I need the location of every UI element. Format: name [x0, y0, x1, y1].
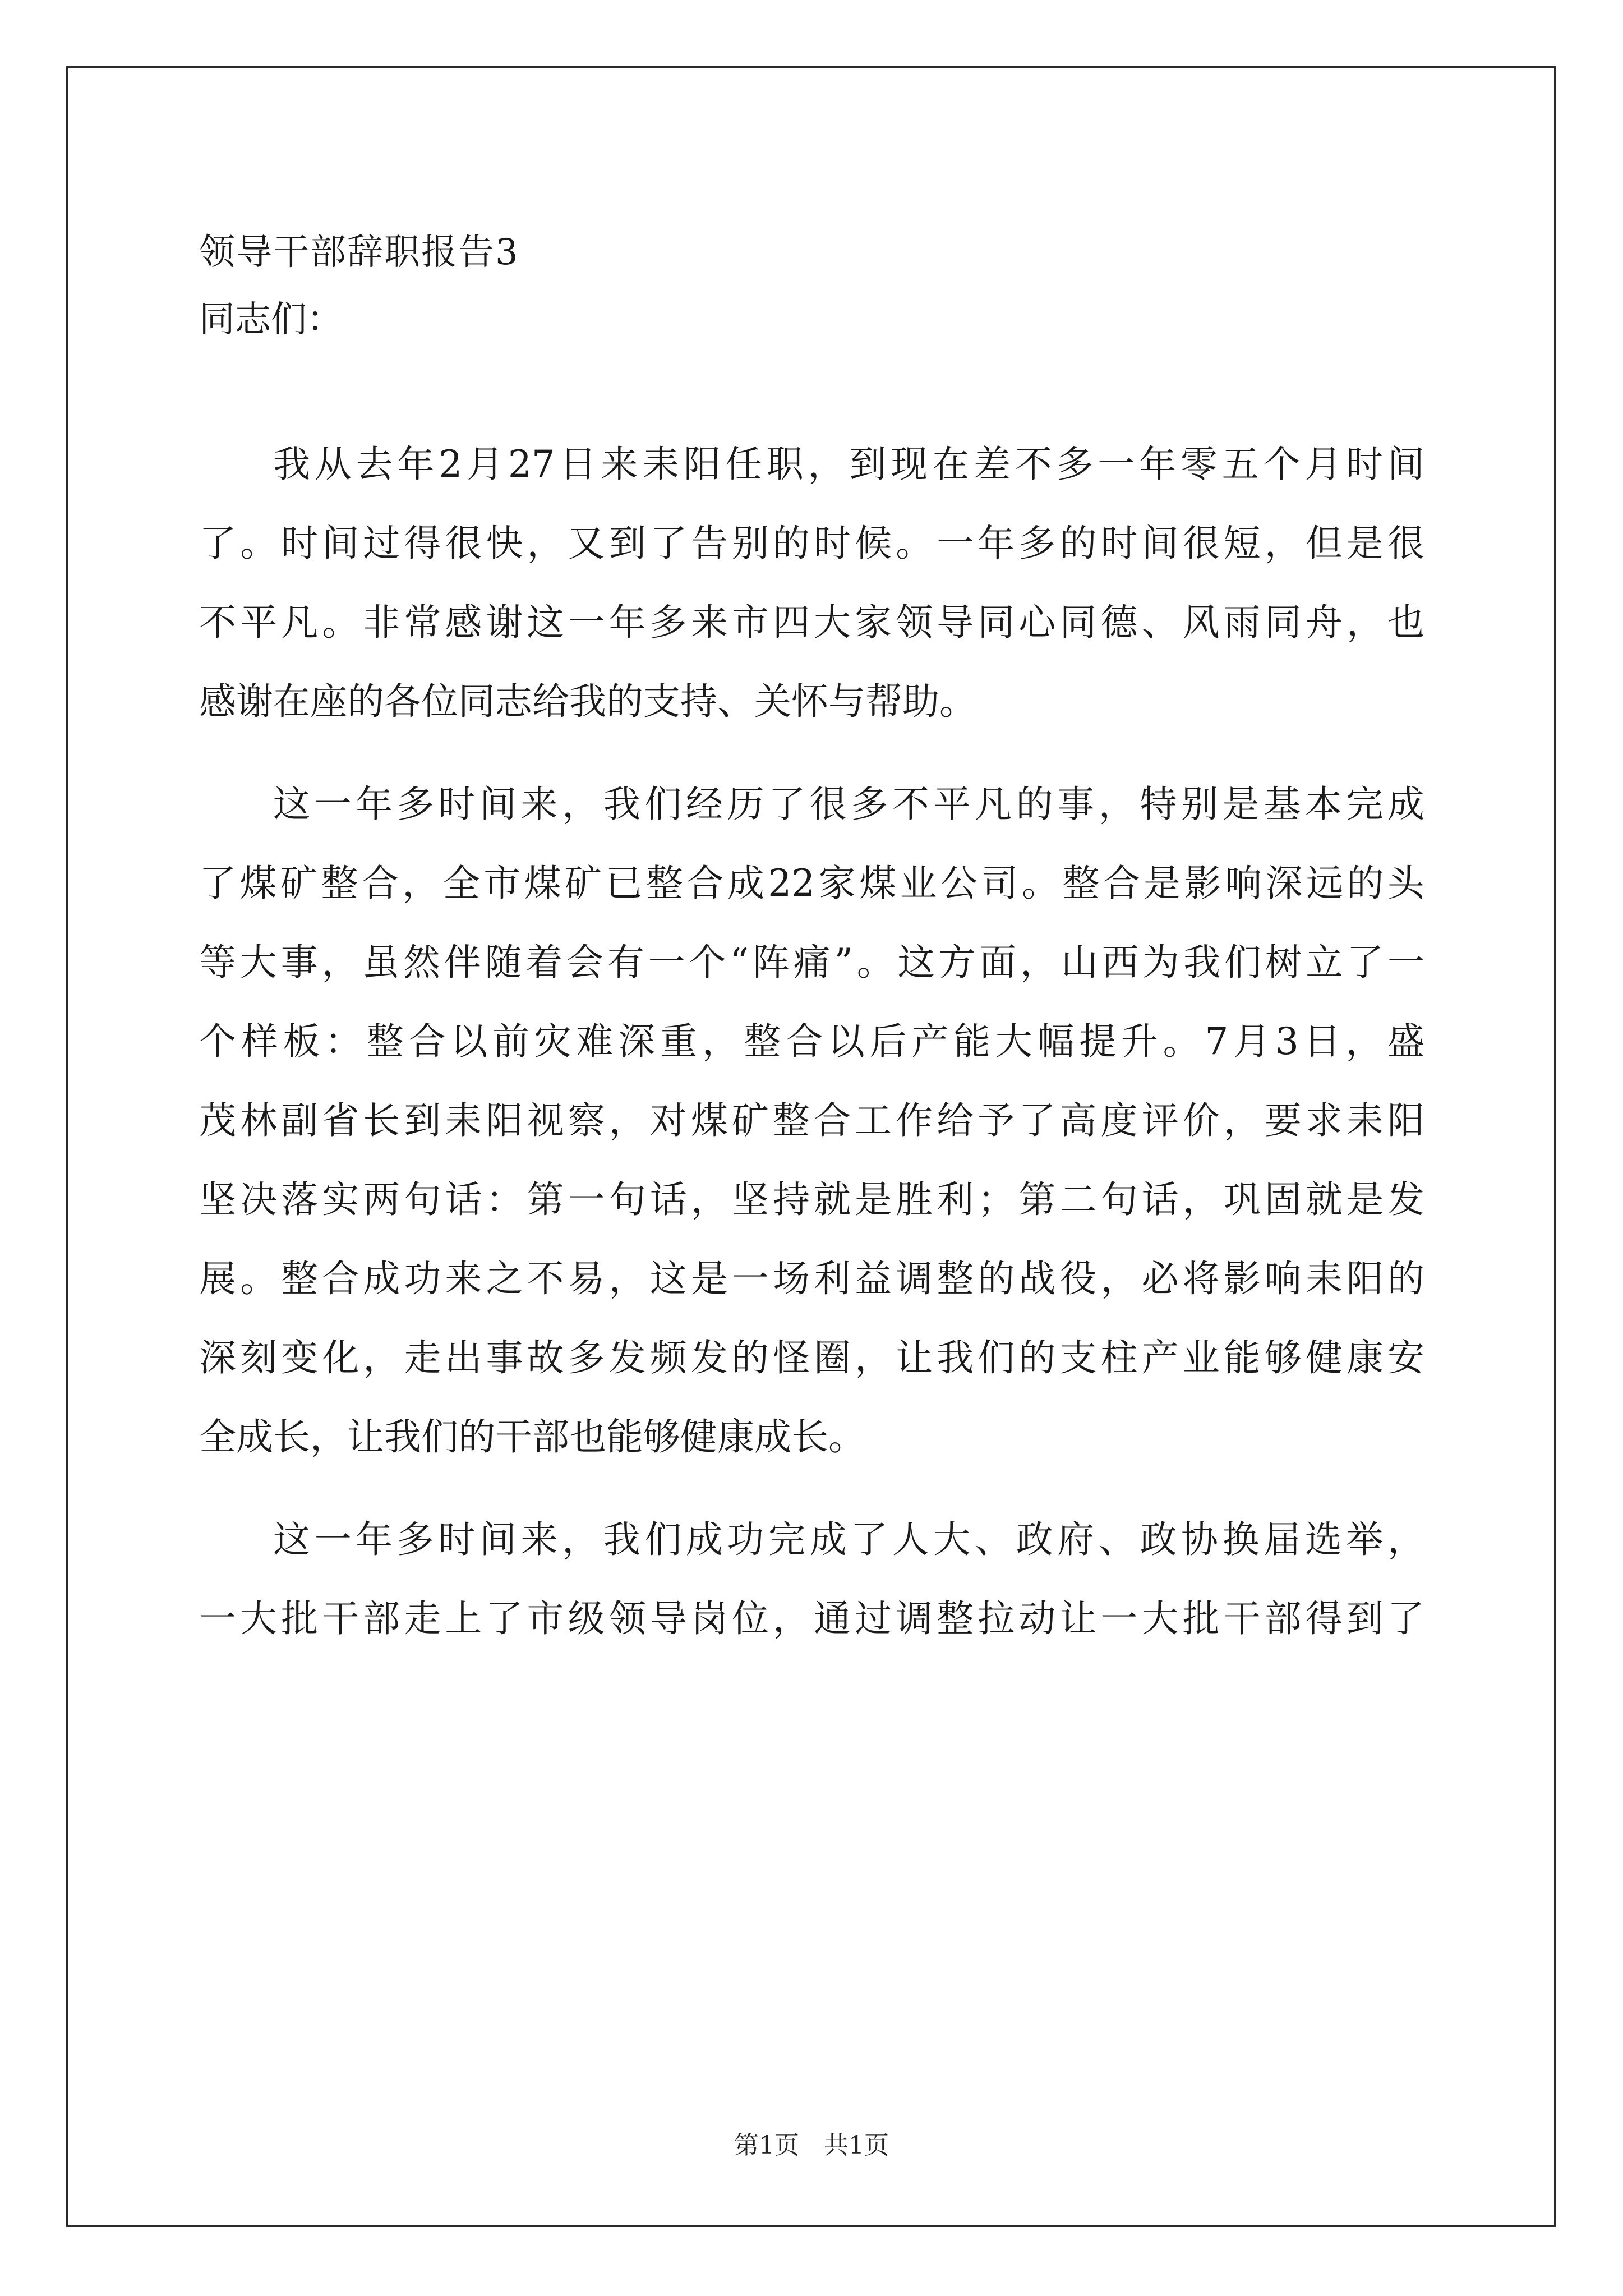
paragraph	[199, 776, 1424, 1488]
text-line: 茂林副省长到耒阳视察，对煤矿整合工作给予了高度评价，要求耒阳	[199, 1099, 1424, 1142]
document-body	[199, 436, 1424, 1694]
text-line: 我从去年2月27日来耒阳任职，到现在差不多一年零五个月时间	[273, 443, 1424, 486]
text-line: 等大事，虽然伴随着会有一个“阵痛”。这方面，山西为我们树立了一	[199, 941, 1424, 984]
text-line: 坚决落实两句话：第一句话，坚持就是胜利；第二句话，巩固就是发	[199, 1178, 1424, 1221]
text-line: 全成长，让我们的干部也能够健康成长。	[199, 1415, 865, 1458]
text-line: 个样板：整合以前灾难深重，整合以后产能大幅提升。7月3日，盛	[199, 1020, 1424, 1063]
text-line: 感谢在座的各位同志给我的支持、关怀与帮助。	[199, 680, 976, 723]
text-line: 不平凡。非常感谢这一年多来市四大家领导同心同德、风雨同舟，也	[199, 601, 1424, 644]
paragraph	[199, 1512, 1424, 1670]
text-line: 展。整合成功来之不易，这是一场利益调整的战役，必将影响耒阳的	[199, 1257, 1424, 1300]
page-footer: 第1页 共1页	[734, 2131, 889, 2160]
text-line: 这一年多时间来，我们经历了很多不平凡的事，特别是基本完成	[273, 783, 1424, 826]
text-line: 一大批干部走上了市级领导岗位，通过调整拉动让一大批干部得到了	[199, 1597, 1424, 1640]
document-title: 领导干部辞职报告3	[199, 232, 519, 273]
salutation: 同志们：	[199, 299, 343, 341]
text-line: 了煤矿整合，全市煤矿已整合成22家煤业公司。整合是影响深远的头	[199, 862, 1424, 905]
text-line: 这一年多时间来，我们成功完成了人大、政府、政协换届选举，	[273, 1518, 1424, 1561]
text-line: 了。时间过得很快，又到了告别的时候。一年多的时间很短，但是很	[199, 522, 1424, 565]
paragraph	[199, 436, 1424, 753]
text-line: 深刻变化，走出事故多发频发的怪圈，让我们的支柱产业能够健康安	[199, 1336, 1424, 1379]
